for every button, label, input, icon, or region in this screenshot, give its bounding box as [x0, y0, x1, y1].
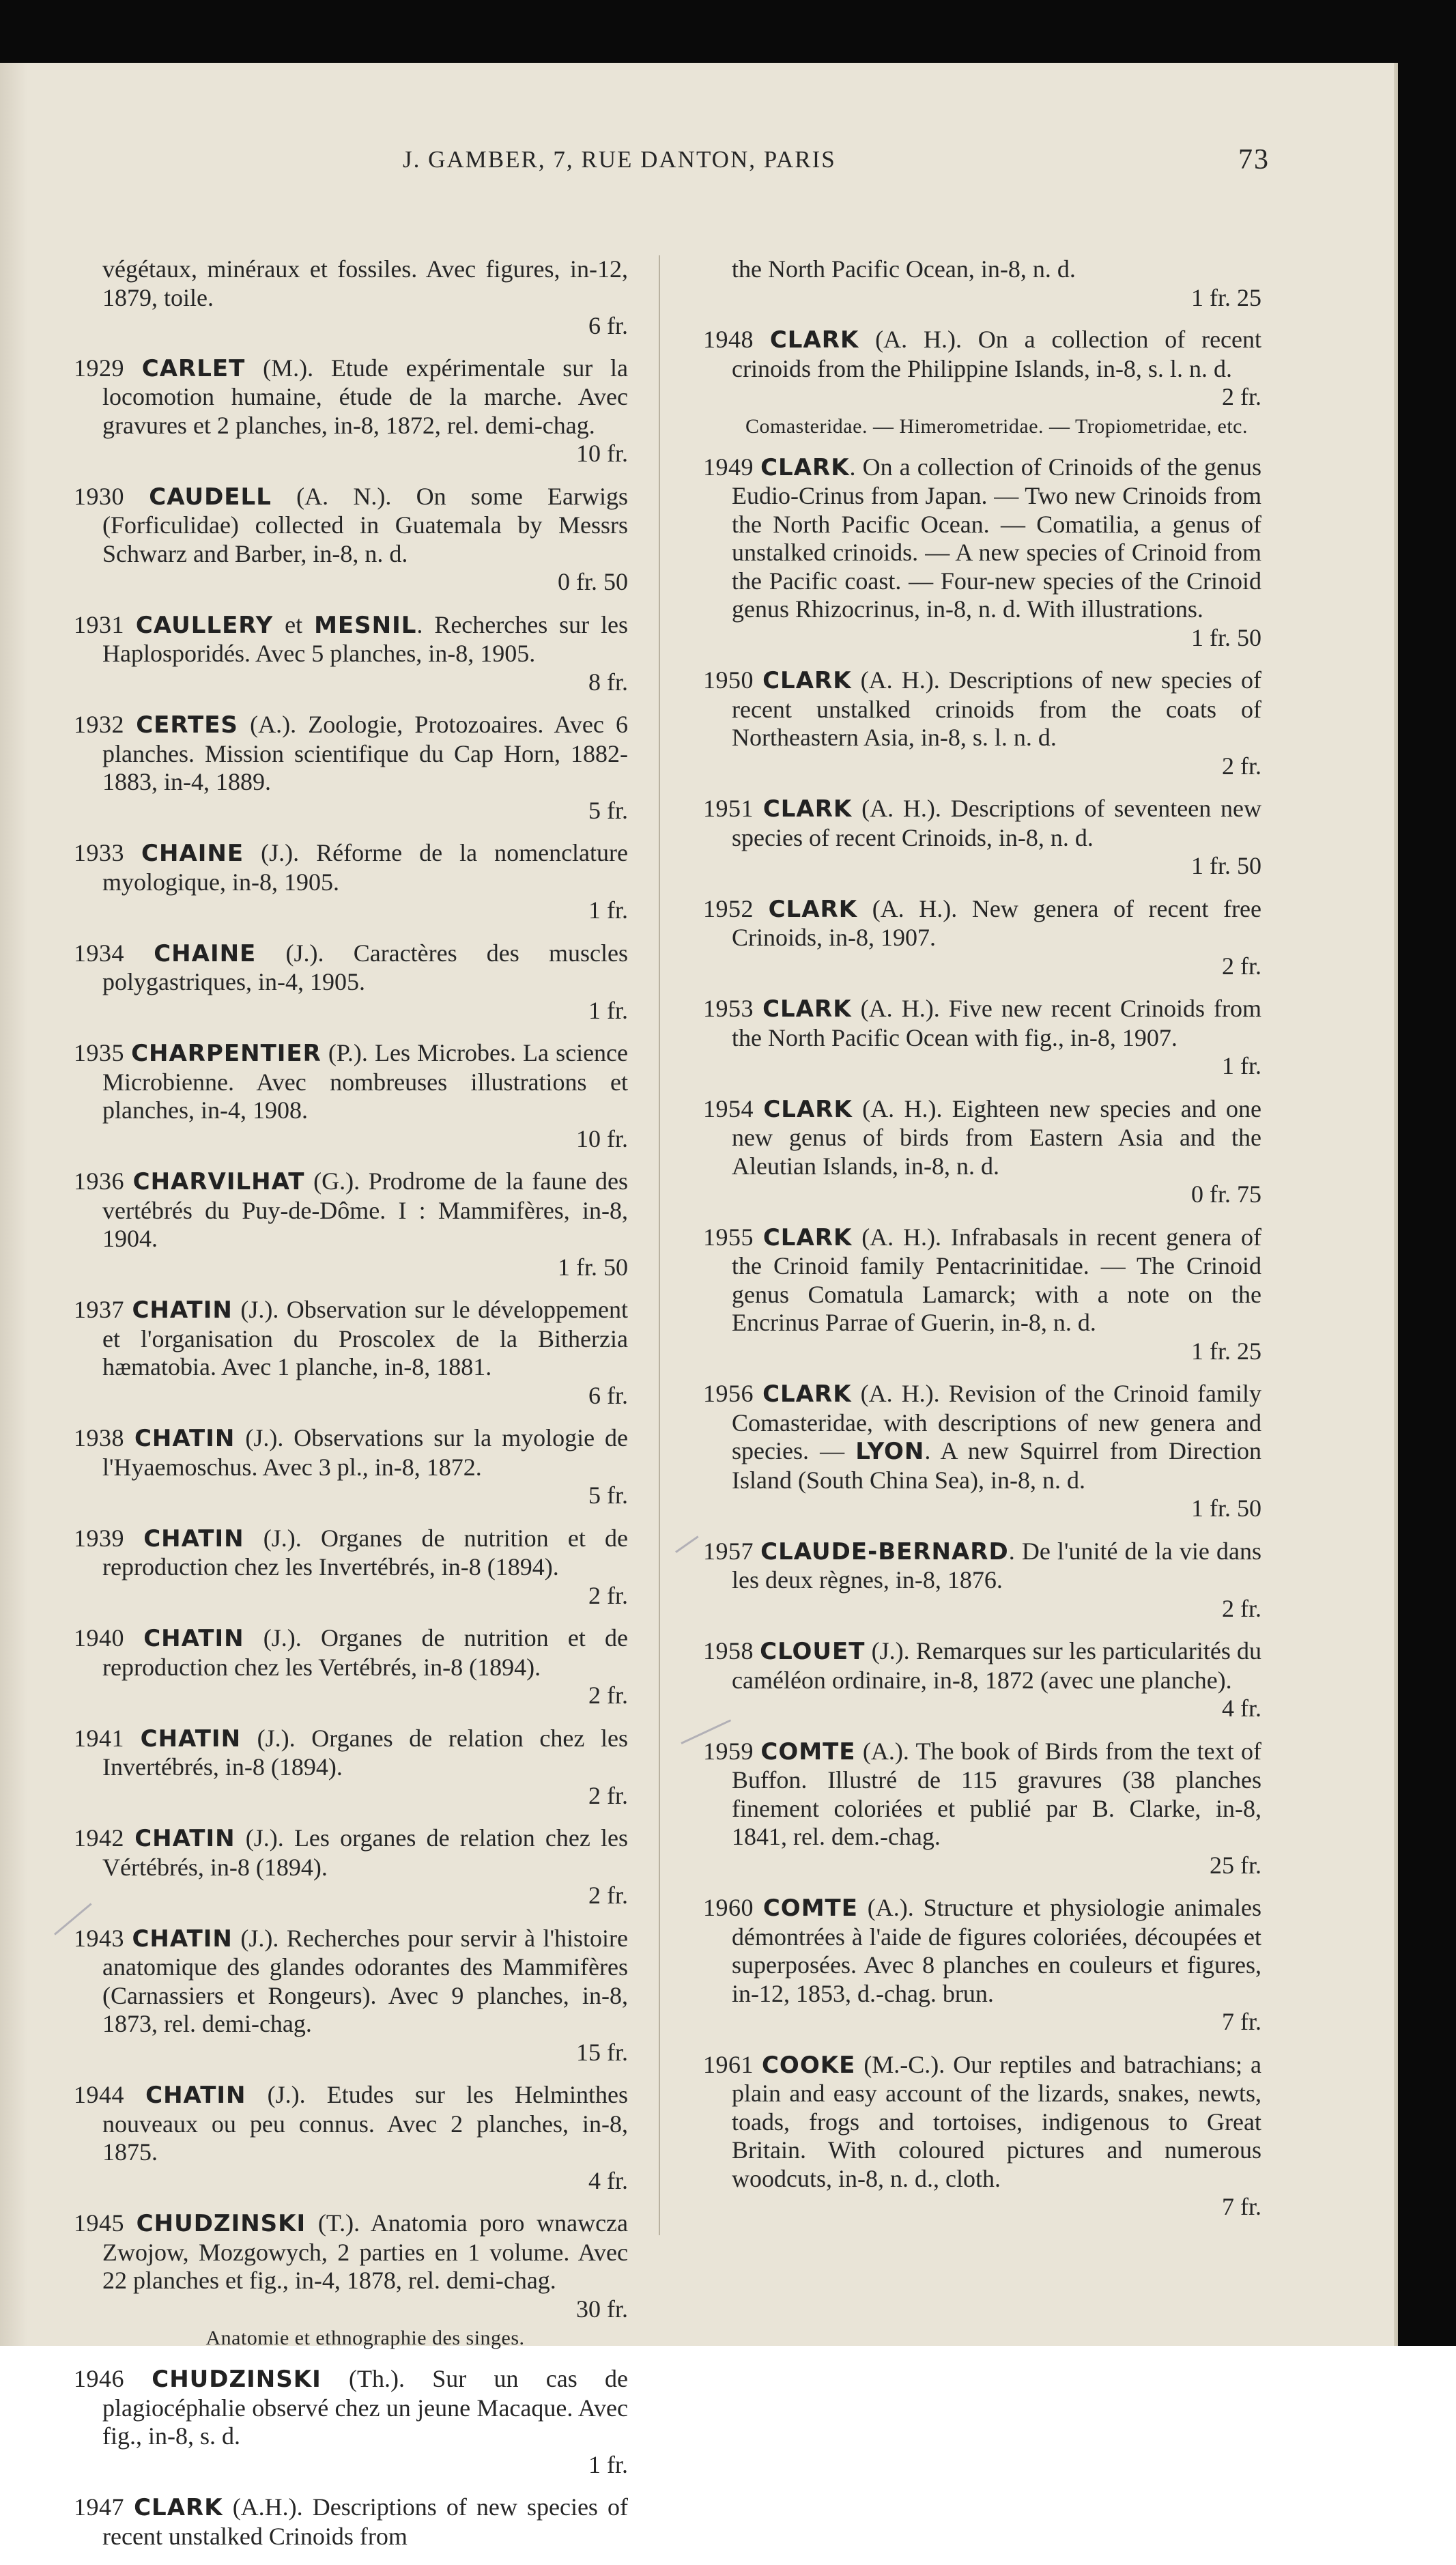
entry-author: CERTES [136, 711, 238, 739]
catalogue-entry [703, 1095, 1261, 1209]
page-shadow [0, 63, 27, 2346]
catalogue-entry [74, 1824, 628, 1910]
entry-number: 1941 [74, 1724, 124, 1752]
continuation-entry [74, 255, 628, 341]
entry-number: 1950 [703, 666, 754, 694]
entry-text: (A. H.). Five new recent Crinoids from the North Pacific Ocean with fig., in-8, 1907. [732, 995, 1262, 1051]
entry-price: 2 fr. [1222, 1594, 1261, 1622]
entry-text-2: . A new Squirrel from Direction Island (South China Sea), in-8, n. d. [732, 1437, 1261, 1494]
entry-author: CHATIN [140, 1725, 242, 1753]
entry-price: 7 fr. [1222, 2008, 1261, 2035]
entry-note: Anatomie et ethnographie des singes. [205, 2327, 525, 2349]
entry-price: 2 fr. [588, 1781, 628, 1809]
entry-number: 1947 [74, 2493, 124, 2521]
page-number: 73 [1238, 144, 1270, 175]
entry-text: (J.). Organes de relation chez les Invertébrés, in-8 (1894). [102, 1724, 628, 1781]
entry-author: CHATIN [145, 2082, 246, 2109]
entry-price: 1 fr. [1222, 1052, 1261, 1079]
entry-text: (A.). Zoologie, Protozoaires. Avec 6 planches. Mission scientifique du Cap Horn, 1882-1883, in-4, 1889. [102, 711, 629, 795]
catalogue-entry [74, 1424, 628, 1510]
catalogue-entry [74, 839, 628, 925]
entry-number: 1938 [74, 1424, 124, 1451]
entry-number: 1958 [703, 1637, 754, 1664]
entry-number: 1944 [74, 2081, 124, 2108]
entry-number: 1943 [74, 1924, 124, 1952]
entry-author: CLARK [760, 453, 850, 481]
entry-number: 1960 [703, 1894, 754, 1921]
entry-price: 0 fr. 75 [1191, 1180, 1261, 1208]
entry-price: 5 fr. [588, 796, 628, 824]
entry-author: CLARK [762, 995, 852, 1023]
entry-author: COOKE [761, 2051, 856, 2079]
entry-author: CLARK [762, 795, 853, 823]
entry-text: (J.). Organes de nutrition et de reproduction chez les Invertébrés, in-8 (1894). [102, 1524, 629, 1581]
entry-number: 1930 [74, 482, 124, 510]
entry-number: 1942 [74, 1824, 124, 1852]
entry-number: 1932 [74, 711, 124, 738]
catalogue-entry [74, 711, 628, 825]
entry-text: (J.). Remarques sur les particularités du caméléon ordinaire, in-8, 1872 (avec une planche). [732, 1637, 1262, 1694]
entry-author: CLARK [762, 1380, 852, 1408]
catalogue-entry [74, 2365, 628, 2479]
entry-author: CLARK [763, 1095, 853, 1123]
catalogue-entry [74, 2493, 628, 2551]
pencil-mark [675, 1535, 698, 1553]
entry-price: 0 fr. 50 [558, 568, 628, 595]
entry-price: 7 fr. [1222, 2193, 1261, 2220]
entry-number: 1929 [74, 354, 124, 382]
entry-number: 1949 [703, 453, 754, 481]
catalogue-entry [703, 453, 1261, 653]
entry-price: 10 fr. [576, 1124, 628, 1152]
catalogue-entry [703, 1380, 1261, 1523]
entry-price: 1 fr. 50 [1191, 1494, 1261, 1522]
entry-number: 1957 [703, 1537, 754, 1565]
entry-number: 1936 [74, 1167, 124, 1195]
entry-number: 1935 [74, 1039, 124, 1066]
entry-number: 1961 [703, 2050, 754, 2078]
entry-text: (A. N.). On some Earwigs (Forficulidae) collected in Guatemala by Messrs Schwarz and Barber, in-8, n. d. [102, 482, 629, 567]
entry-price: 1 fr. 50 [558, 1253, 628, 1281]
left-entries [74, 354, 628, 2551]
entry-number: 1956 [703, 1380, 754, 1407]
column-divider [659, 255, 660, 2235]
entry-price: 30 fr. [576, 2295, 628, 2323]
entry-price: 8 fr. [588, 668, 628, 696]
entry-number: 1939 [74, 1524, 124, 1552]
catalogue-entry [703, 1223, 1261, 1366]
entry-price: 1 fr. 50 [1191, 852, 1261, 879]
entry-number: 1948 [703, 326, 754, 353]
entry-price: 2 fr. [588, 1682, 628, 1709]
entry-author: CHATIN [143, 1525, 244, 1553]
catalogue-entry [74, 483, 628, 597]
entry-author: CHARPENTIER [131, 1040, 322, 1067]
entry-text: (P.). Les Microbes. La science Microbienne. Avec nombreuses illustrations et planches, in-4, 1908. [102, 1039, 629, 1124]
catalogue-entry [74, 1624, 628, 1710]
catalogue-entry [74, 2081, 628, 2195]
entry-price: 1 fr. 50 [1191, 623, 1261, 651]
entry-text: (J.). Caractères des muscles polygastriques, in-4, 1905. [102, 939, 628, 995]
entry-text: végétaux, minéraux et fossiles. Avec figures, in-12, 1879, toile. [102, 255, 628, 311]
running-title: J. GAMBER, 7, RUE DANTON, PARIS [403, 146, 836, 173]
entry-text: . On a collection of Crinoids of the genus Eudio-Crinus from Japan. — Two new Crinoids from the North Pacific Ocean. — Comatilia, a genus of unstalked crinoids. — A new species of Crinoid from the Pacific coast. — Four-new species of the Crinoid genus Rhizocrinus, in-8, n. d. With illustrations. [732, 453, 1261, 623]
entry-price: 1 fr. [588, 896, 628, 924]
entry-author: CHATIN [132, 1296, 233, 1324]
entry-text: (A.). Structure et physiologie animales démontrées à l'aide de figures coloriées, découpées et superposées. Avec 8 planches en couleurs et figures, in-12, 1853, d.-chag. brun. [732, 1894, 1262, 2007]
entry-author: CHUDZINSKI [136, 2210, 306, 2237]
entry-price: 1 fr. 25 [1191, 1337, 1261, 1365]
entry-number: 1955 [703, 1223, 754, 1251]
entry-number: 1937 [74, 1296, 124, 1323]
entry-author: CLOUET [760, 1638, 866, 1665]
entry-author: CAUDELL [149, 483, 272, 511]
entry-author-2: MESNIL [314, 611, 417, 639]
catalogue-entry [74, 1525, 628, 1611]
entry-author: CHATIN [134, 1425, 235, 1452]
catalogue-entry [703, 795, 1261, 881]
entry-number: 1934 [74, 939, 124, 967]
entry-text: (J.). Réforme de la nomenclature myologique, in-8, 1905. [102, 839, 629, 896]
entry-price: 1 fr. [588, 2450, 628, 2478]
entry-text: (M.). Etude expérimentale sur la locomotion humaine, étude de la marche. Avec gravures et 2 planches, in-8, 1872, rel. demi-chag. [102, 354, 629, 439]
entry-price: 2 fr. [1222, 952, 1261, 980]
entry-text: (J.). Observations sur la myologie de l'Hyaemoschus. Avec 3 pl., in-8, 1872. [102, 1424, 629, 1481]
entry-number: 1954 [703, 1094, 754, 1122]
entry-author: COMTE [762, 1895, 858, 1922]
entry-number: 1952 [703, 894, 754, 922]
left-column [74, 255, 628, 2565]
page-edge [1394, 63, 1398, 2346]
entry-author-2: LYON [855, 1438, 925, 1465]
catalogue-page [0, 63, 1398, 2550]
entry-author: COMTE [760, 1738, 856, 1766]
catalogue-entry [703, 995, 1261, 1081]
entry-author: CHATIN [143, 1625, 244, 1652]
catalogue-entry [74, 1296, 628, 1410]
continuation-entry [703, 255, 1261, 312]
entry-number: 1940 [74, 1624, 124, 1652]
entry-text: (M.-C.). Our reptiles and batrachians; a plain and easy account of the lizards, snakes, newts, toads, frogs and tortoises, indigenous to Great Britain. With coloured pictures and numerous woodcuts, in-8, n. d., cloth. [732, 2050, 1262, 2192]
entry-text: (J.). Etudes sur les Helminthes nouveaux ou peu connus. Avec 2 planches, in-8, 1875. [102, 2081, 629, 2166]
catalogue-entry [74, 1039, 628, 1153]
entry-author: CHUDZINSKI [152, 2366, 322, 2393]
entry-price: 25 fr. [1210, 1851, 1261, 1879]
entry-conjunction: et [285, 610, 303, 638]
entry-price: 4 fr. [1222, 1695, 1261, 1722]
catalogue-entry [703, 1738, 1261, 1880]
entry-text: (J.). Observation sur le développement et l'organisation du Proscolex de la Bitherzia hæmatobia. Avec 1 planche, in-8, 1881. [102, 1296, 629, 1380]
entry-price: 2 fr. [1222, 752, 1261, 780]
entry-text: (J.). Organes de nutrition et de reproduction chez les Vertébrés, in-8 (1894). [102, 1624, 629, 1681]
catalogue-entry [74, 1925, 628, 2067]
entry-price: 6 fr. [588, 312, 628, 339]
catalogue-entry [74, 354, 628, 468]
entry-number: 1951 [703, 795, 754, 822]
entry-author: CAULLERY [135, 611, 274, 639]
entry-price: 1 fr. 25 [1191, 283, 1261, 311]
catalogue-entry [74, 1725, 628, 1811]
entry-price: 6 fr. [588, 1381, 628, 1409]
entry-price: 15 fr. [576, 2038, 628, 2066]
catalogue-entry [703, 1637, 1261, 1723]
catalogue-entry [74, 2209, 628, 2351]
entry-text: . Recherches sur les Haplosporidés. Avec 5 planches, in-8, 1905. [102, 610, 629, 667]
entry-text: (A. H.). On a collection of recent crinoids from the Philippine Islands, in-8, s. l. n. d. [732, 326, 1262, 382]
entry-text: (A. H.). Eighteen new species and one new genus of birds from Eastern Asia and the Aleutian Islands, in-8, n. d. [732, 1094, 1261, 1180]
catalogue-entry [74, 939, 628, 1025]
entry-number: 1933 [74, 839, 124, 866]
catalogue-entry [703, 2051, 1261, 2222]
entry-price: 1 fr. [588, 996, 628, 1024]
entry-text: (J.). Les organes de relation chez les Vértébrés, in-8 (1894). [102, 1824, 629, 1881]
entry-price: 4 fr. [588, 2166, 628, 2194]
entry-text: (A. H.). Revision of the Crinoid family Comasteridae, with descriptions of new genera and species. — [732, 1380, 1262, 1464]
entry-author: CLARK [134, 2494, 223, 2521]
entry-text: (T.). Anatomia poro wnawcza Zwojow, Mozgowych, 2 parties en 1 volume. Avec 22 planches et fig., in-4, 1878, rel. demi-chag. [102, 2209, 629, 2294]
entry-price: 10 fr. [576, 440, 628, 467]
entry-note: Comasteridae. — Himerometridae. — Tropiometridae, etc. [745, 414, 1248, 438]
catalogue-entry [703, 895, 1261, 981]
entry-text: (A. H.). Descriptions of new species of recent unstalked crinoids from the coats of Northeastern Asia, in-8, s. l. n. d. [732, 666, 1262, 751]
catalogue-entry [74, 611, 628, 697]
entry-text: (A. H.). New genera of recent free Crinoids, in-8, 1907. [732, 894, 1262, 951]
right-column [703, 255, 1261, 2236]
catalogue-entry [703, 666, 1261, 780]
entry-author: CHATIN [134, 1825, 235, 1852]
entry-number: 1945 [74, 2209, 124, 2237]
entry-text: (A. H.). Infrabasals in recent genera of the Crinoid family Pentacrinitidae. — The Crinoid genus Comatula Lamarck; with a note on the Encrinus Parrae of Guerin, in-8, n. d. [732, 1223, 1262, 1336]
entry-author: CLARK [762, 667, 852, 694]
entry-price: 5 fr. [588, 1482, 628, 1509]
entry-author: CHARVILHAT [132, 1168, 305, 1195]
entry-author: CHAINE [154, 939, 257, 967]
entry-number: 1931 [74, 610, 124, 638]
entry-text: (J.). Recherches pour servir à l'histoire anatomique des glandes odorantes des Mammifères (Carnassiers et Rongeurs). Avec 9 planches, in-8, 1873, rel. demi-chag. [102, 1924, 629, 2037]
entry-author: CHAINE [141, 840, 244, 867]
catalogue-entry [74, 1167, 628, 1281]
entry-text: (A.H.). Descriptions of new species of recent unstalked Crinoids from [102, 2493, 629, 2550]
entry-author: CLARK [768, 895, 858, 923]
catalogue-entry [703, 1537, 1261, 1624]
entry-text: . De l'unité de la vie dans les deux règnes, in-8, 1876. [732, 1537, 1262, 1593]
entry-price: 2 fr. [588, 1882, 628, 1909]
entry-price: 2 fr. [1222, 383, 1261, 410]
right-entries [703, 326, 1261, 2222]
entry-text: the North Pacific Ocean, in-8, n. d. [732, 255, 1076, 283]
entry-author: CLAUDE-BERNARD [760, 1537, 1009, 1565]
entry-price: 2 fr. [588, 1581, 628, 1609]
entry-text: (G.). Prodrome de la faune des vertébrés du Puy-de-Dôme. I : Mammifères, in-8, 1904. [102, 1167, 629, 1252]
page-header [369, 143, 1324, 184]
entry-author: CLARK [769, 326, 859, 354]
entry-text: (Th.). Sur un cas de plagiocéphalie observé chez un jeune Macaque. Avec fig., in-8, s. d. [102, 2365, 628, 2450]
entry-number: 1953 [703, 995, 754, 1022]
catalogue-entry [703, 1894, 1261, 2037]
entry-text: (A.). The book of Birds from the text of Buffon. Illustré de 115 gravures (38 planches finement coloriées et publié par B. Clarke, in-8, 1841, rel. dem.-chag. [732, 1737, 1262, 1850]
entry-author: CARLET [141, 354, 246, 382]
entry-text: (A. H.). Descriptions of seventeen new species of recent Crinoids, in-8, n. d. [732, 795, 1261, 851]
entry-author: CHATIN [132, 1925, 233, 1953]
catalogue-entry [703, 326, 1261, 439]
entry-number: 1959 [703, 1737, 754, 1765]
entry-number: 1946 [74, 2365, 124, 2392]
entry-author: CLARK [762, 1223, 853, 1251]
